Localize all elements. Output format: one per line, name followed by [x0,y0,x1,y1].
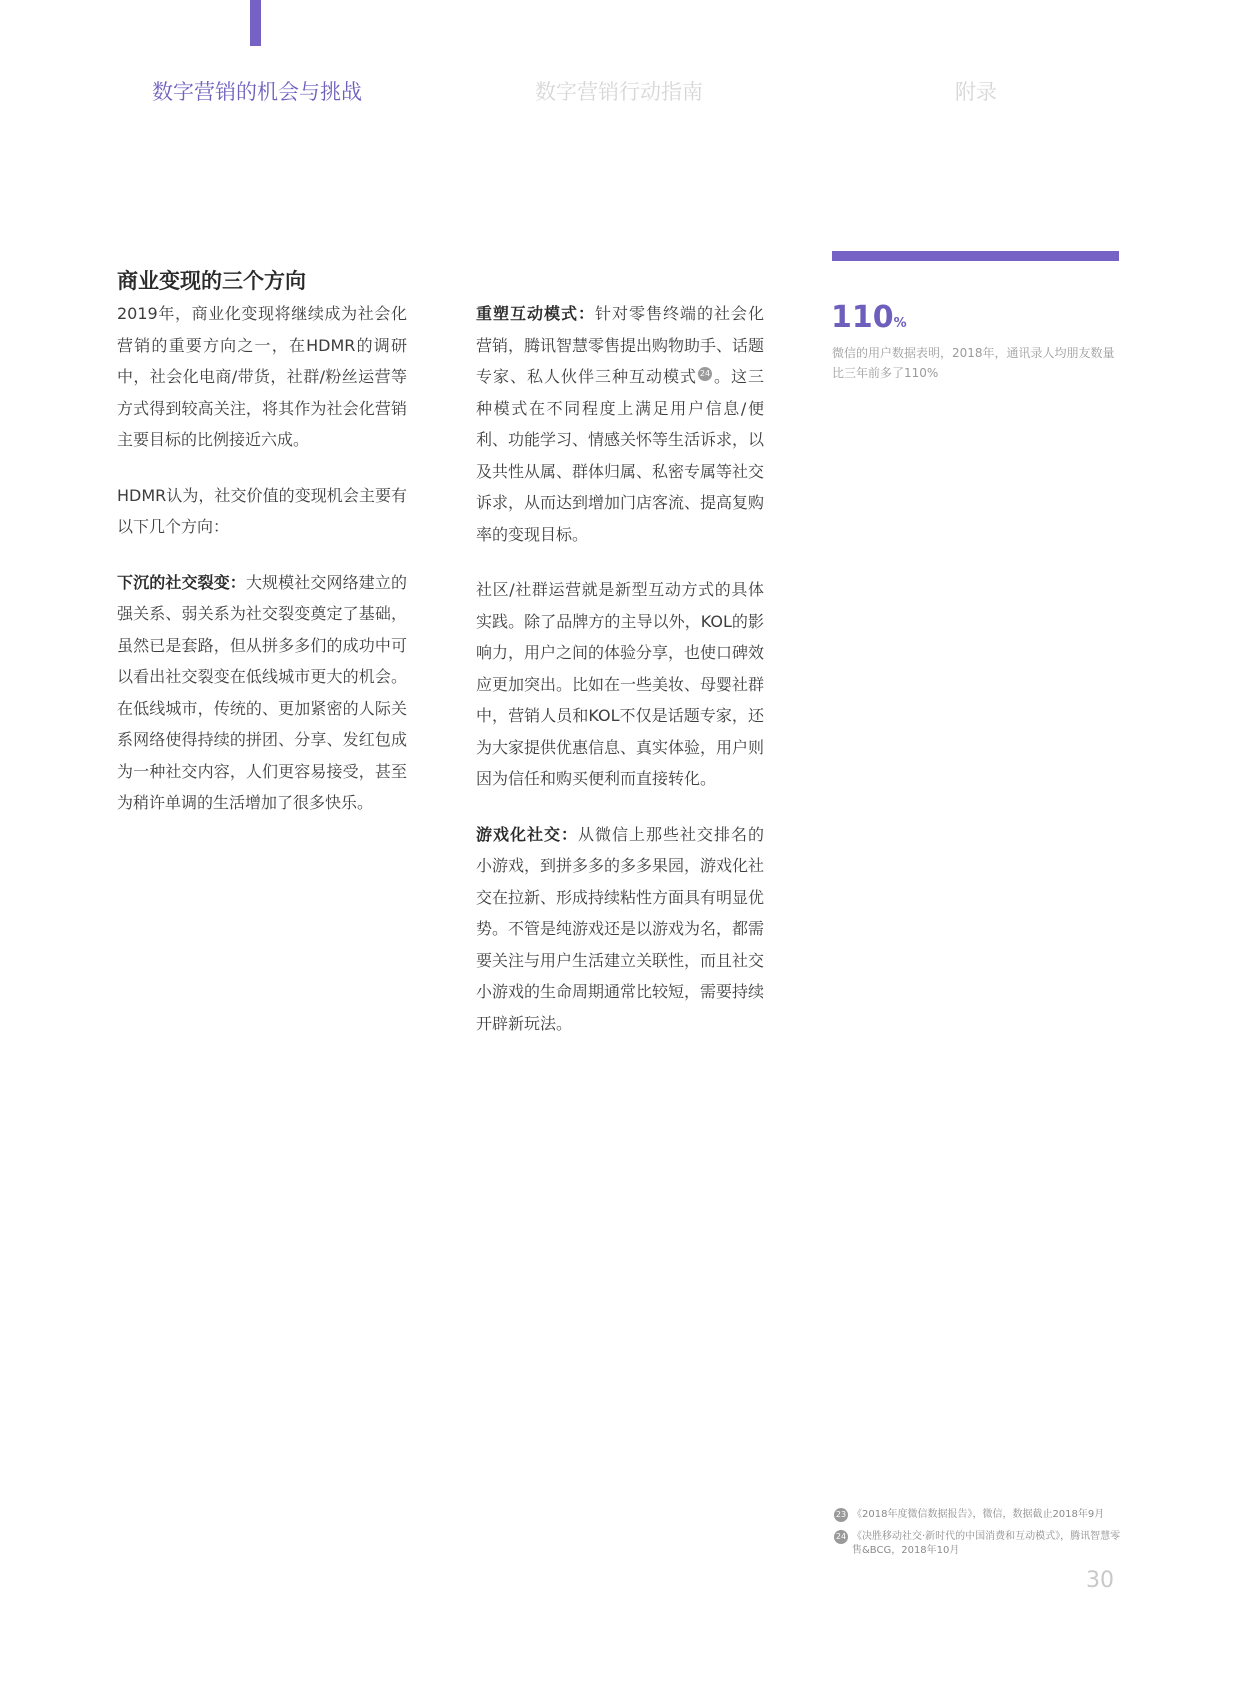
paragraph-lead: 下沉的社交裂变： [117,572,246,592]
paragraph: 2019年，商业化变现将继续成为社会化营销的重要方向之一，在HDMR的调研中，社会化电商/带货，社群/粉丝运营等方式得到较高关注，将其作为社会化营销主要目标的比例接近六成。 [117,304,407,449]
nav-tab-action-guide[interactable]: 数字营销行动指南 [535,80,703,104]
paragraph [476,819,764,1040]
paragraph [117,567,407,819]
text-column-left [117,298,407,843]
stat-value [831,300,907,335]
footnote-text: 《决胜移动社交·新时代的中国消费和互动模式》，腾讯智慧零售&BCG，2018年10月 [852,1531,1121,1556]
paragraph-lead: 游戏化社交： [476,824,578,844]
paragraph-body: 。这三种模式在不同程度上满足用户信息/便利、功能学习、情感关怀等生活诉求，以及共性从属、群体归属、私密专属等社交诉求，从而达到增加门店客流、提高复购率的变现目标。 [476,367,765,544]
footnotes [834,1508,1124,1566]
paragraph-body: 针对零售终端的社会化营销，腾讯智慧零售提出购物助手、话题专家、私人伙伴三种互动模式 [476,304,765,386]
footnote-number-icon: 24 [834,1530,848,1544]
stat-description: 微信的用户数据表明，2018年，通讯录人均朋友数量比三年前多了110% [832,346,1115,380]
paragraph [476,298,764,550]
section-title: 商业变现的三个方向 [117,269,306,294]
accent-tab [250,0,261,46]
footnote-text: 《2018年度微信数据报告》，微信，数据截止2018年9月 [852,1509,1105,1520]
stat-unit: % [893,316,907,331]
footnote [834,1530,1124,1558]
stat-number: 110 [831,300,894,335]
nav-tab-opportunities[interactable]: 数字营销的机会与挑战 [152,80,362,104]
paragraph: HDMR认为，社交价值的变现机会主要有以下几个方向： [117,485,407,536]
footnote [834,1508,1124,1522]
footnote-ref-icon[interactable]: 24 [698,367,712,381]
paragraph-lead: 重塑互动模式： [476,304,595,323]
chapter-nav [0,76,1240,116]
footnote-number-icon: 23 [834,1508,848,1522]
sidebar-accent-bar [832,251,1119,261]
paragraph-body: 从微信上那些社交排名的小游戏，到拼多多的多多果园，游戏化社交在拉新、形成持续粘性方面具有明显优势。不管是纯游戏还是以游戏为名，都需要关注与用户生活建立关联性，而且社交小游戏的生命周期通常比较短，需要持续开辟新玩法。 [476,824,765,1033]
nav-tab-appendix[interactable]: 附录 [955,80,997,104]
paragraph: 社区/社群运营就是新型互动方式的具体实践。除了品牌方的主导以外，KOL的影响力，用户之间的体验分享，也使口碑效应更加突出。比如在一些美妆、母婴社群中，营销人员和KOL不仅是话题专家，还为大家提供优惠信息、真实体验，用户则因为信任和购买便利而直接转化。 [476,580,765,788]
text-column-middle [476,298,764,1063]
page-number: 30 [1086,1568,1114,1593]
paragraph-body: 大规模社交网络建立的强关系、弱关系为社交裂变奠定了基础，虽然已是套路，但从拼多多们的成功中可以看出社交裂变在低线城市更大的机会。在低线城市，传统的、更加紧密的人际关系网络使得持续的拼团、分享、发红包成为一种社交内容，人们更容易接受，甚至为稍许单调的生活增加了很多快乐。 [117,572,407,812]
